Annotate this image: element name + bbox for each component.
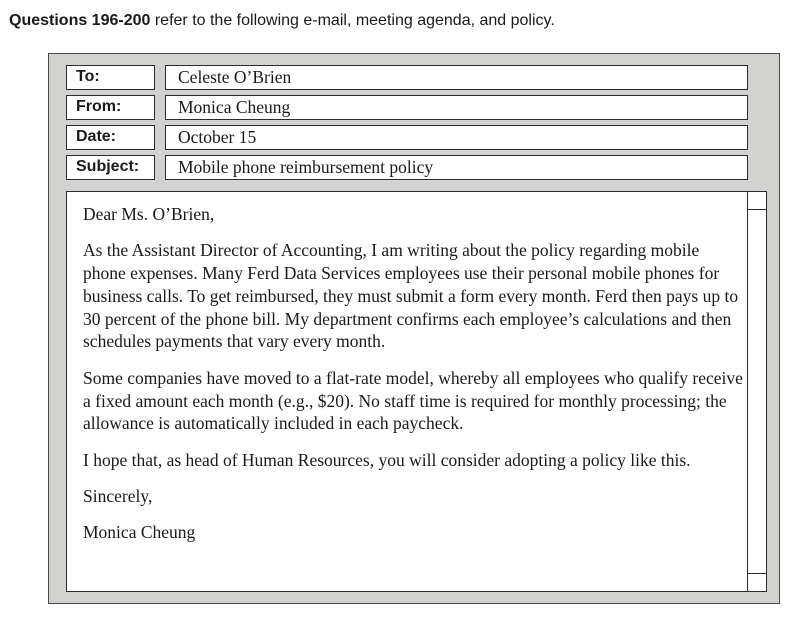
body-paragraph-1: As the Assistant Director of Accounting, I am writing about the policy regarding mobile phone expenses. Many Ferd Data Services employees use their personal mobile phones for business calls. To get reimbursed, they must submit a form every month. Ferd then pays up to 30 percent of the phone bill. My department confirms each employee’s calculations and then schedules payments that vary every month. [83,240,739,352]
instruction-text: refer to the following e-mail, meeting agenda, and policy. [150,12,555,29]
body-paragraph-3: I hope that, as head of Human Resources, you will consider adopting a policy like this. [83,449,691,470]
signature: Monica Cheung [83,522,196,543]
subject-field[interactable]: Mobile phone reimbursement policy [165,155,748,180]
scrollbar[interactable] [747,191,767,592]
closing: Sincerely, [83,485,153,506]
from-label: From: [66,95,155,120]
subject-label: Subject: [66,155,155,180]
date-field[interactable]: October 15 [165,125,748,150]
date-label: Date: [66,125,155,150]
to-label: To: [66,65,155,90]
scroll-up-button[interactable] [748,192,766,210]
from-field[interactable]: Monica Cheung [165,95,748,120]
instruction-line [9,12,555,30]
message-body[interactable] [66,191,766,592]
greeting: Dear Ms. O’Brien, [83,204,215,224]
scroll-down-button[interactable] [748,573,766,591]
message-text [83,203,743,558]
body-paragraph-2: Some companies have moved to a flat-rate model, whereby all employees who qualify receive a fixed amount each month (e.g., $20). No staff time is required for monthly processing; the allowance is automatically included in each paycheck. [83,367,743,434]
email-window [48,53,780,604]
questions-range: Questions 196-200 [9,12,151,29]
to-field[interactable]: Celeste O’Brien [165,65,748,90]
